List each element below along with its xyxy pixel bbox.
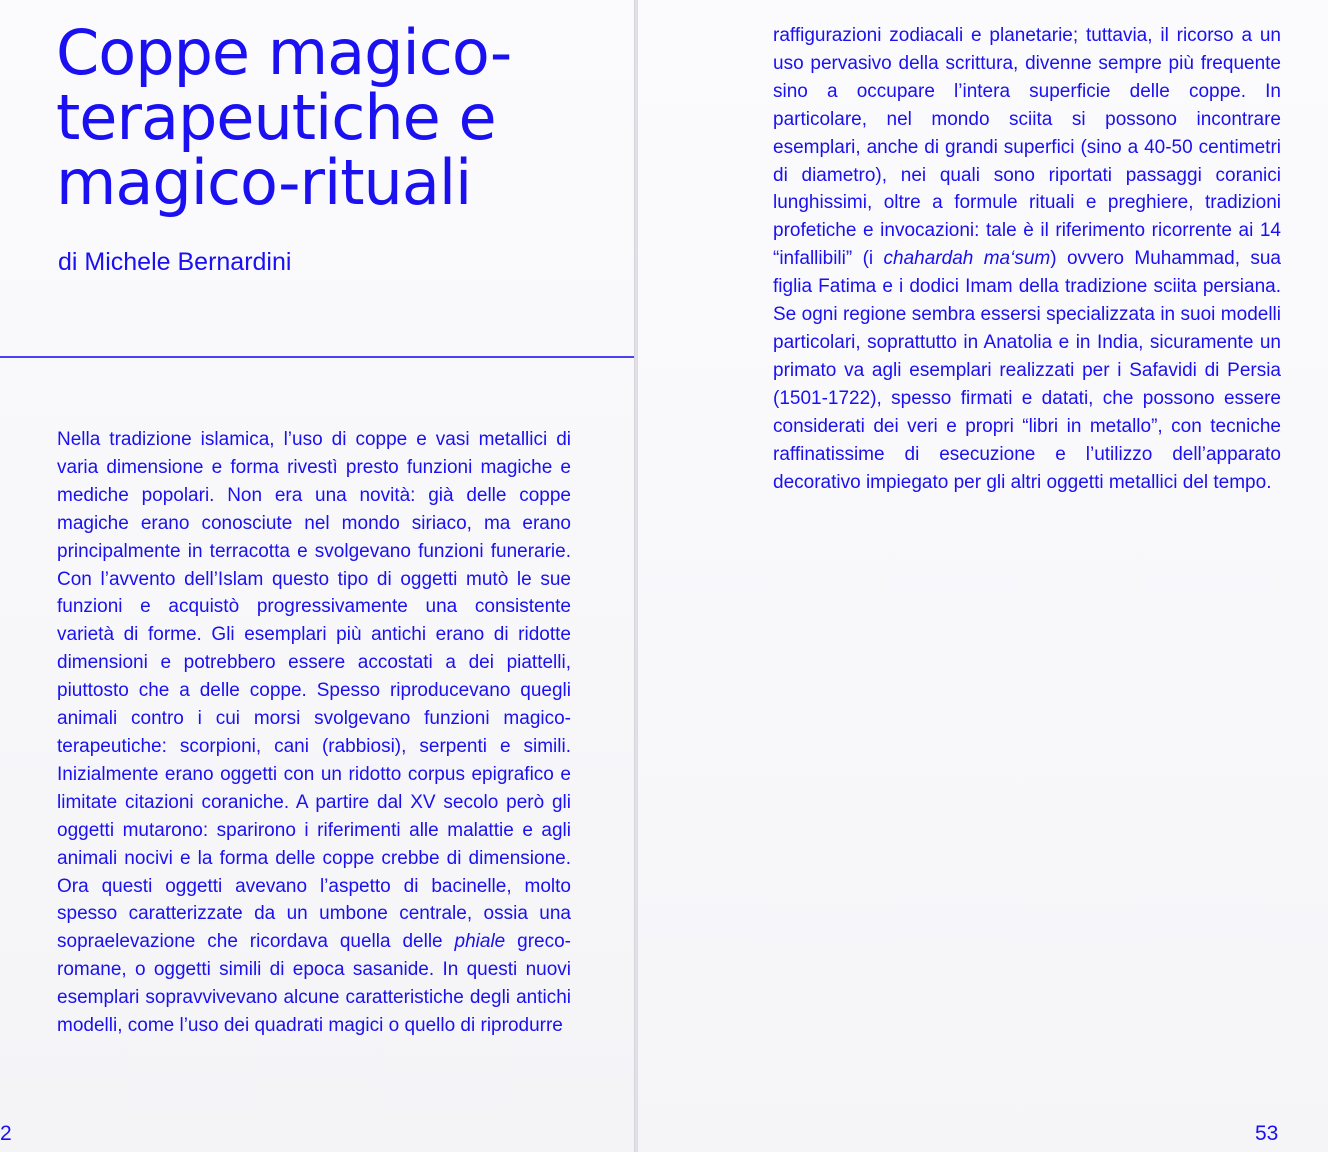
right-body-end: ) ovvero Muhammad, sua figlia Fatima e i dodici Imam della tradizione sciita persiana. Se ogni regione sembra essersi specializzata in suoi modelli particolari, soprattutto in Anatolia e in India, sicuramente un primato va agli esemplari realizzati per i Safavidi di Persia (1501-1722), spesso firmati e datati, che possono essere considerati dei veri e propri “libri in metallo”, con tecniche raffinatissime di esecuzione e l’utilizzo dell’apparato decorativo impiegato per gli altri oggetti metallici del tempo.	[773, 248, 1281, 493]
left-page-number: 2	[0, 1122, 12, 1145]
right-body-text	[773, 22, 1281, 496]
left-body-main: Nella tradizione islamica, l’uso di coppe e vasi metallici di varia dimensione e forma rivestì presto funzioni magiche e mediche popolari. Non era una novità: già delle coppe magiche erano conosciute nel mondo siriaco, ma erano principalmente in terracotta e svolgevano funzioni funerarie. Con l’avvento dell’Islam questo tipo di oggetti mutò le sue funzioni e acquistò progressivamente una consistente varietà di forme. Gli esemplari più antichi erano di ridotte dimensioni e potrebbero essere accostati a dei piattelli, piuttosto che a delle coppe. Spesso riproducevano quegli animali contro i cui morsi svolgevano funzioni magico-terapeutiche: scorpioni, cani (rabbiosi), serpenti e simili. Inizialmente erano oggetti con un ridotto corpus epigrafico e limitate citazioni coraniche. A partire dal XV secolo però gli oggetti mutarono: sparirono i riferimenti alle malattie e agli animali nocivi e la forma delle coppe crebbe di dimensione. Ora questi oggetti avevano l’aspetto di bacinelle, molto spesso caratterizzate da un umbone centrale, ossia una sopraelevazione che ricordava quella delle	[57, 429, 571, 953]
right-body-italic: chahardah ma‘sum	[883, 248, 1051, 270]
article-author: di Michele Bernardini	[58, 248, 292, 276]
right-body-main: raffigurazioni zodiacali e planetarie; tuttavia, il ricorso a un uso pervasivo della scrittura, divenne sempre più frequente sino a occupare l’intera superficie delle coppe. In particolare, nel mondo sciita si possono incontrare esemplari, anche di grandi superfici (sino a 40-50 centimetri di diametro), nei quali sono riportati passaggi coranici lunghissimi, oltre a formule rituali e preghiere, tradizioni profetiche e invocazioni: tale è il riferimento ricorrente ai 14 “infallibili” (i	[773, 25, 1281, 270]
left-body-end: greco-romane, o oggetti simili di epoca sasanide. In questi nuovi esemplari sopravvivevano alcune caratteristiche degli antichi modelli, come l’uso dei quadrati magici o quello di riprodurre	[57, 931, 571, 1037]
title-divider	[0, 356, 634, 358]
right-page-number: 53	[1255, 1122, 1279, 1145]
left-body-text	[57, 426, 571, 1040]
left-page	[0, 0, 634, 1152]
left-body-italic: phiale	[454, 931, 506, 953]
article-title: Coppe magico-terapeutiche e magico-rituali	[56, 16, 512, 219]
